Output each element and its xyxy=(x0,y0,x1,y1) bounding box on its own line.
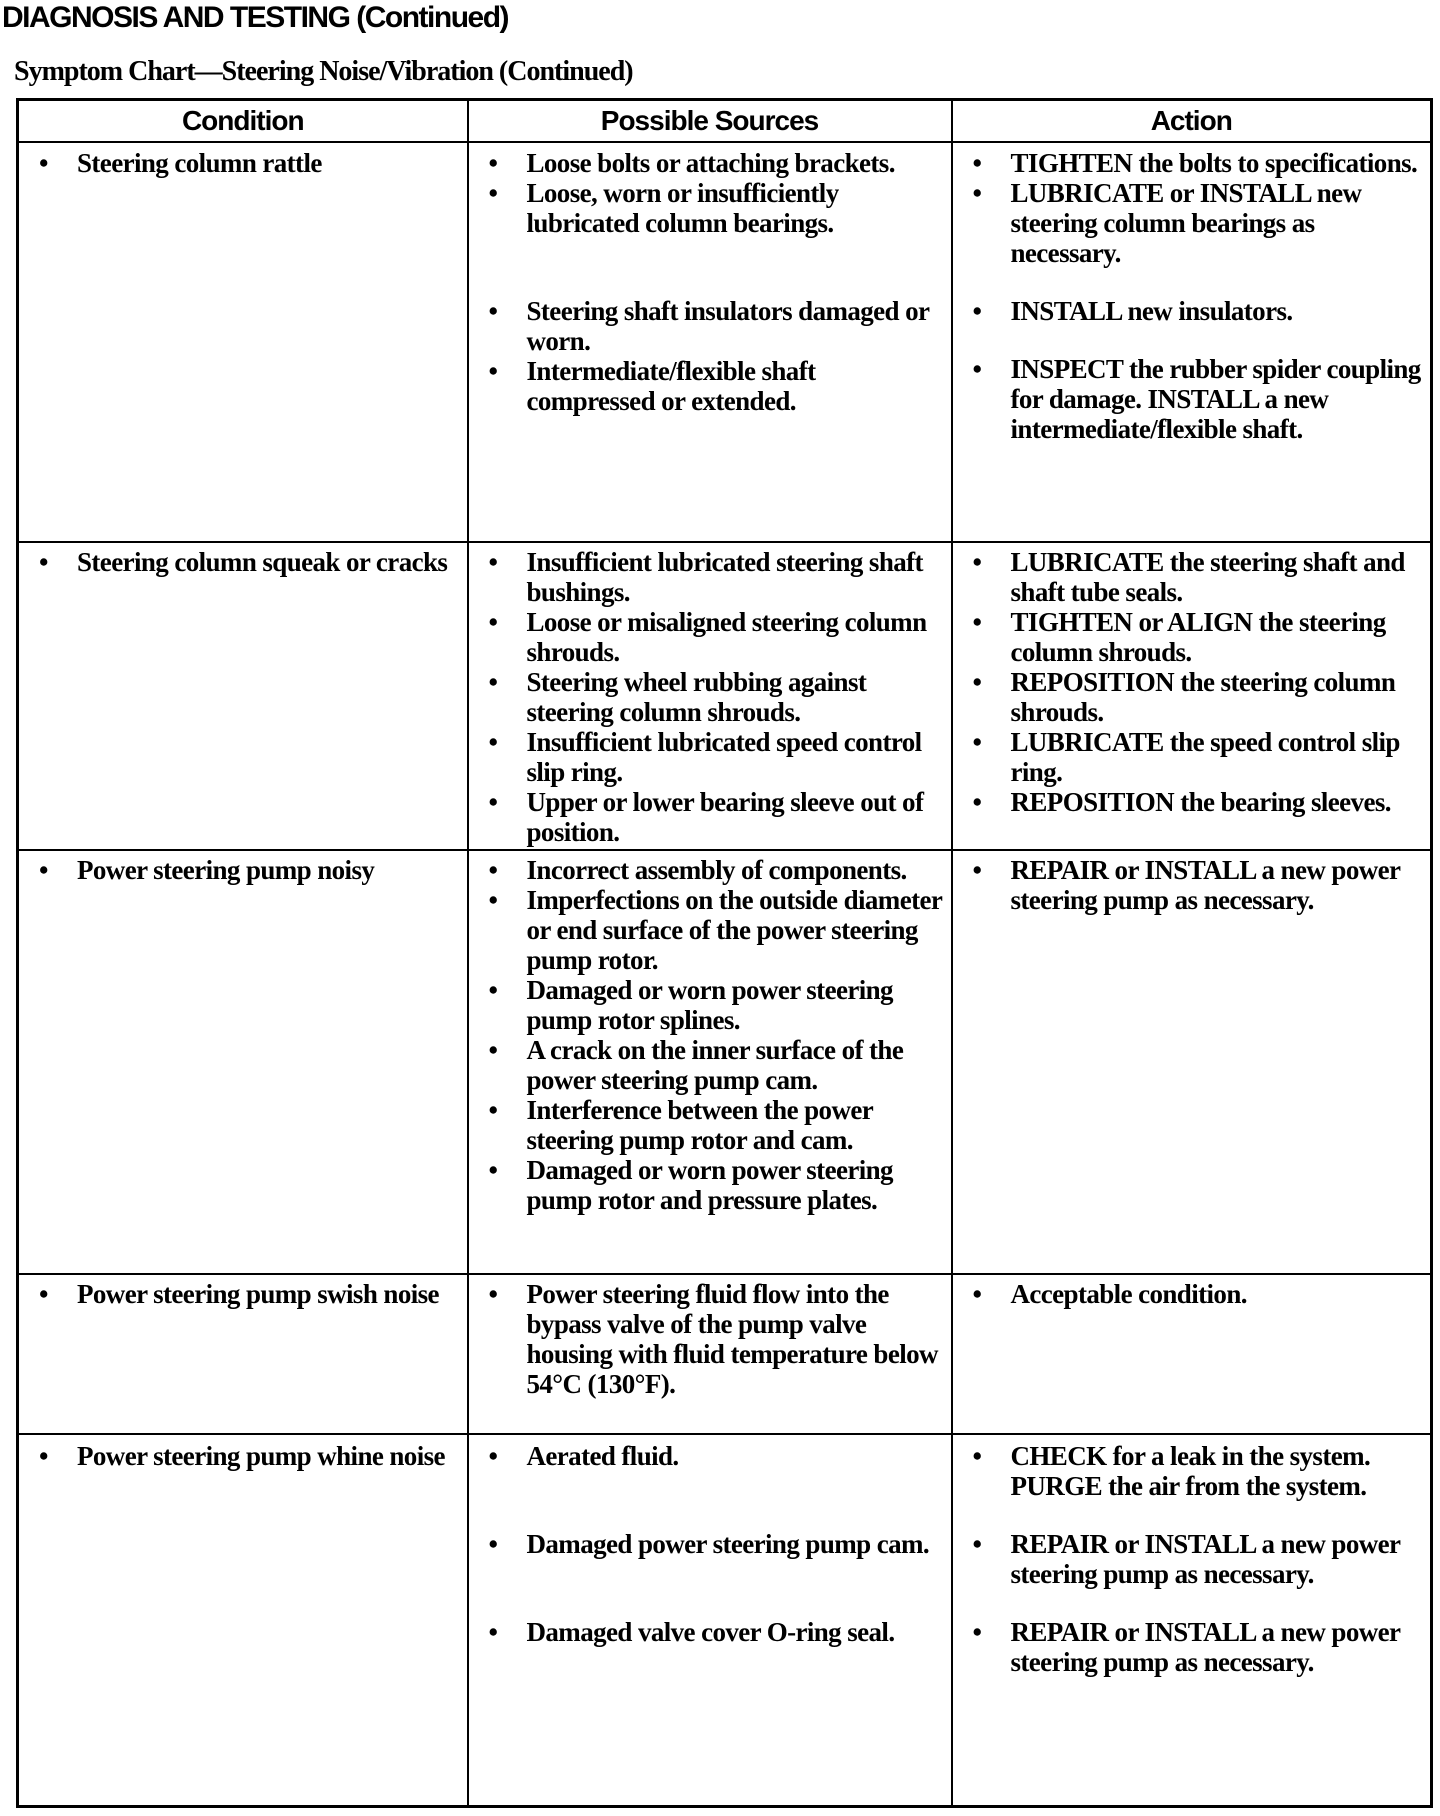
table-row xyxy=(18,142,1432,542)
sources-cell xyxy=(468,1434,952,1806)
actions-cell xyxy=(952,142,1432,542)
header-action: Action xyxy=(952,100,1432,143)
action-item: • REPAIR or INSTALL a new power steering pump as necessary. xyxy=(959,1617,1425,1677)
condition-text: • Power steering pump whine noise xyxy=(25,1441,461,1471)
source-item: • Incorrect assembly of components. xyxy=(475,855,945,885)
source-item: • Steering shaft insulators damaged or worn. xyxy=(475,296,945,356)
source-item: • Damaged power steering pump cam. xyxy=(475,1529,945,1559)
condition-cell xyxy=(18,142,468,542)
source-item: • Aerated fluid. xyxy=(475,1441,945,1471)
source-item: • Damaged or worn power steering pump rotor and pressure plates. xyxy=(475,1155,945,1215)
action-item: • REPOSITION the steering column shrouds. xyxy=(959,667,1425,727)
source-item: • A crack on the inner surface of the power steering pump cam. xyxy=(475,1035,945,1095)
source-item: • Loose or misaligned steering column shrouds. xyxy=(475,607,945,667)
actions-cell xyxy=(952,850,1432,1274)
actions-cell xyxy=(952,1274,1432,1434)
actions-cell xyxy=(952,542,1432,850)
action-item: • INSPECT the rubber spider coupling for damage. INSTALL a new intermediate/flexible shaft. xyxy=(959,354,1425,444)
source-item: • Imperfections on the outside diameter or end surface of the power steering pump rotor. xyxy=(475,885,945,975)
action-item: • CHECK for a leak in the system. PURGE the air from the system. xyxy=(959,1441,1425,1501)
action-item: • LUBRICATE the steering shaft and shaft tube seals. xyxy=(959,547,1425,607)
sources-cell xyxy=(468,142,952,542)
actions-cell xyxy=(952,1434,1432,1806)
condition-text: • Power steering pump noisy xyxy=(25,855,461,885)
table-row xyxy=(18,1434,1432,1806)
source-item: • Insufficient lubricated speed control slip ring. xyxy=(475,727,945,787)
sources-cell xyxy=(468,1274,952,1434)
condition-cell xyxy=(18,1434,468,1806)
source-item: • Steering wheel rubbing against steering column shrouds. xyxy=(475,667,945,727)
source-item: • Loose bolts or attaching brackets. xyxy=(475,148,945,178)
action-item: • INSTALL new insulators. xyxy=(959,296,1425,326)
sources-cell xyxy=(468,542,952,850)
symptom-chart-table xyxy=(16,98,1433,1808)
source-item: • Damaged or worn power steering pump rotor splines. xyxy=(475,975,945,1035)
action-item: • REPAIR or INSTALL a new power steering pump as necessary. xyxy=(959,1529,1425,1589)
condition-text: • Power steering pump swish noise xyxy=(25,1279,461,1309)
chart-title: Symptom Chart—Steering Noise/Vibration (Continued) xyxy=(14,56,633,87)
section-title: DIAGNOSIS AND TESTING (Continued) xyxy=(2,1,509,34)
condition-cell xyxy=(18,850,468,1274)
action-item: • TIGHTEN the bolts to specifications. xyxy=(959,148,1425,178)
source-item: • Power steering fluid flow into the bypass valve of the pump valve housing with fluid temperature below 54°C (130°F). xyxy=(475,1279,945,1399)
action-item: • LUBRICATE or INSTALL new steering column bearings as necessary. xyxy=(959,178,1425,268)
table-row xyxy=(18,850,1432,1274)
header-possible-sources: Possible Sources xyxy=(468,100,952,143)
sources-cell xyxy=(468,850,952,1274)
table-row xyxy=(18,542,1432,850)
table-header-row xyxy=(18,100,1432,143)
header-condition: Condition xyxy=(18,100,468,143)
action-item: • LUBRICATE the speed control slip ring. xyxy=(959,727,1425,787)
action-item: • TIGHTEN or ALIGN the steering column shrouds. xyxy=(959,607,1425,667)
source-item: • Damaged valve cover O-ring seal. xyxy=(475,1617,945,1647)
condition-text: • Steering column squeak or cracks xyxy=(25,547,461,577)
condition-cell xyxy=(18,1274,468,1434)
source-item: • Loose, worn or insufficiently lubricated column bearings. xyxy=(475,178,945,238)
table-row xyxy=(18,1274,1432,1434)
source-item: • Intermediate/flexible shaft compressed or extended. xyxy=(475,356,945,416)
action-item: • REPOSITION the bearing sleeves. xyxy=(959,787,1425,817)
source-item: • Insufficient lubricated steering shaft bushings. xyxy=(475,547,945,607)
condition-cell xyxy=(18,542,468,850)
condition-text: • Steering column rattle xyxy=(25,148,461,178)
source-item: • Upper or lower bearing sleeve out of position. xyxy=(475,787,945,847)
action-item: • REPAIR or INSTALL a new power steering pump as necessary. xyxy=(959,855,1425,915)
source-item: • Interference between the power steering pump rotor and cam. xyxy=(475,1095,945,1155)
action-item: • Acceptable condition. xyxy=(959,1279,1425,1309)
